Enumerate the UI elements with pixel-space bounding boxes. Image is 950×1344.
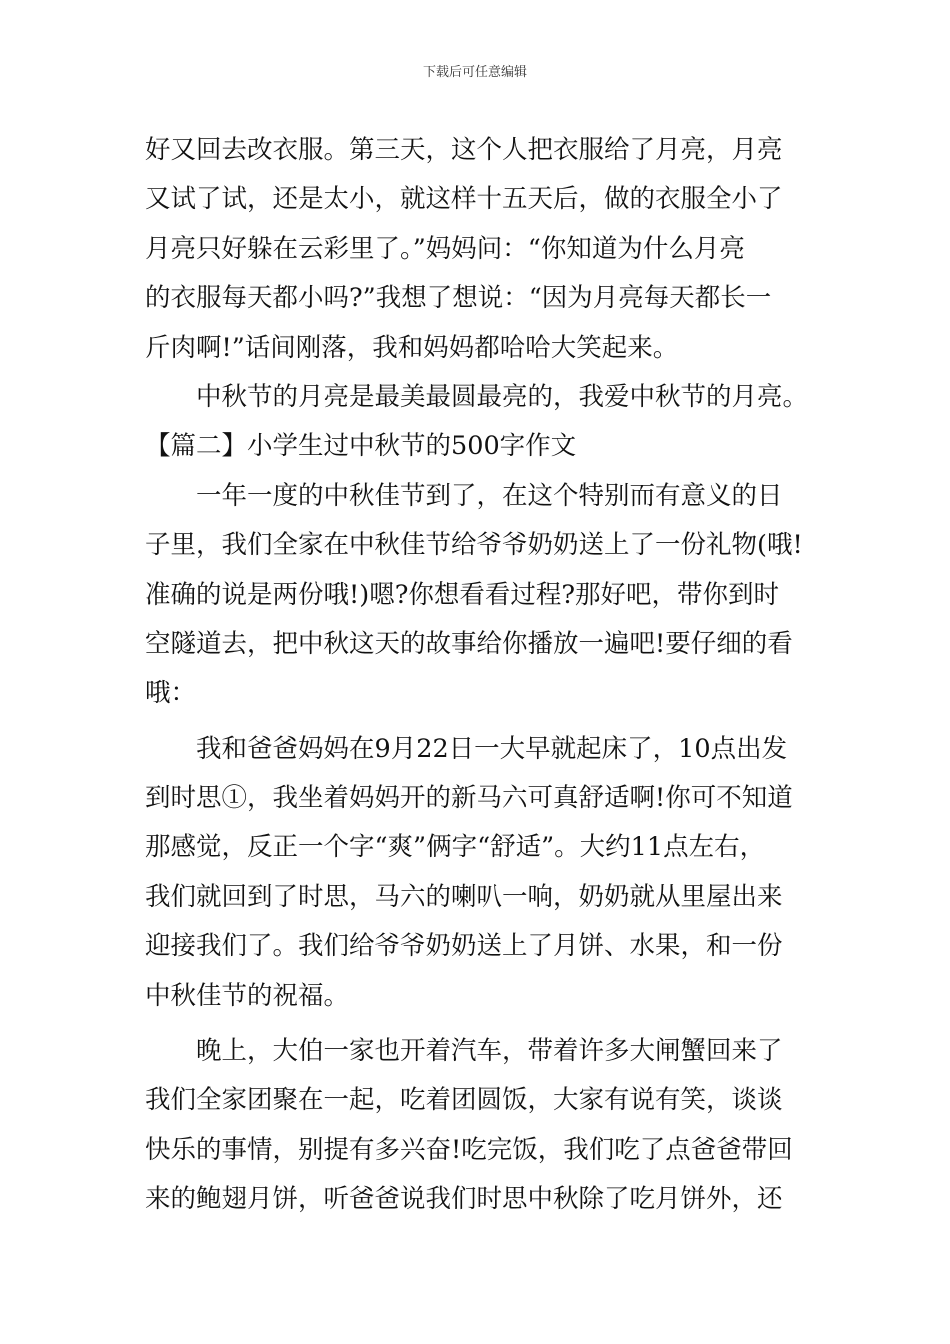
text-line: 好又回去改衣服。第三天，这个人把衣服给了月亮，月亮 bbox=[145, 135, 783, 165]
text-line: 准确的说是两份哦!)嗯?你想看看过程?那好吧，带你到时 bbox=[145, 579, 780, 610]
text-line: 又试了试，还是太小，就这样十五天后，做的衣服全小了 bbox=[145, 184, 783, 215]
text-line: 迎接我们了。我们给爷爷奶奶送上了月饼、水果，和一份 bbox=[145, 931, 783, 962]
text-line: 快乐的事情，别提有多兴奋!吃完饭，我们吃了点爸爸带回 bbox=[145, 1134, 793, 1165]
text-line: 我们全家团聚在一起，吃着团圆饭，大家有说有笑，谈谈 bbox=[145, 1085, 783, 1116]
document-body bbox=[145, 126, 815, 1225]
text-line: 哦： bbox=[145, 678, 197, 709]
text-line: 我们就回到了时思，马六的喇叭一响，奶奶就从里屋出来 bbox=[145, 881, 783, 912]
section-heading: 【篇二】小学生过中秋节的500字作文 bbox=[145, 431, 577, 462]
text-line: 斤肉啊!”话间刚落，我和妈妈都哈哈大笑起来。 bbox=[145, 332, 679, 363]
text-line: 晚上，大伯一家也开着汽车，带着许多大闸蟹回来了 bbox=[145, 1036, 783, 1067]
text-line: 来的鲍翅月饼，听爸爸说我们时思中秋除了吃月饼外，还 bbox=[145, 1184, 783, 1215]
text-line: 到时思①，我坐着妈妈开的新马六可真舒适啊!你可不知道 bbox=[145, 783, 793, 814]
text-line: 中秋佳节的祝福。 bbox=[145, 980, 350, 1011]
text-line: 我和爸爸妈妈在9月22日一大早就起床了，10点出发 bbox=[145, 733, 788, 764]
text-line: 空隧道去，把中秋这天的故事给你播放一遍吧!要仔细的看 bbox=[145, 628, 793, 659]
text-line: 的衣服每天都小吗?”我想了想说：“因为月亮每天都长一 bbox=[145, 283, 772, 314]
text-line: 子里，我们全家在中秋佳节给爷爷奶奶送上了一份礼物(哦! bbox=[145, 530, 803, 561]
text-line: 一年一度的中秋佳节到了，在这个特别而有意义的日 bbox=[145, 480, 783, 511]
text-line: 月亮只好躲在云彩里了。”妈妈问：“你知道为什么月亮 bbox=[145, 233, 745, 264]
text-line: 中秋节的月亮是最美最圆最亮的，我爱中秋节的月亮。 bbox=[145, 381, 809, 412]
page-header: 下载后可任意编辑 bbox=[422, 65, 527, 80]
text-line: 那感觉，反正一个字“爽”俩字“舒适”。大约11点左右， bbox=[145, 832, 766, 863]
